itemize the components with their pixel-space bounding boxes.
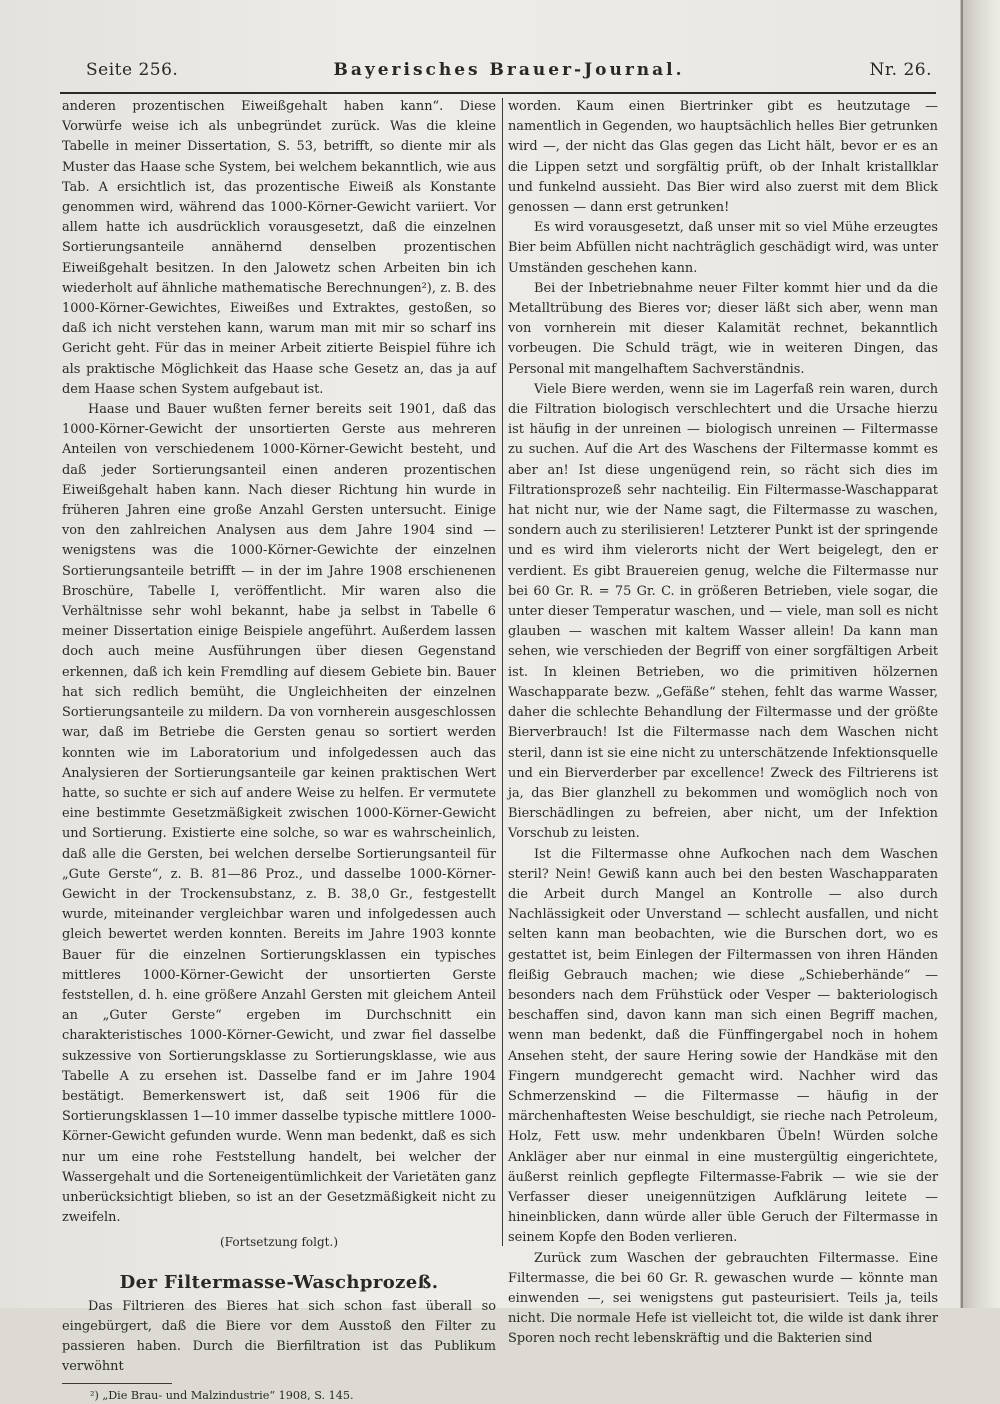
- right-paragraph-3: Bei der Inbetriebnahme neuer Filter kommt hier und da die Metalltrübung des Bieres vor; dieser läßt sich aber, wenn man von vornherein mit dieser Kalamität rechnet, bekanntlich vorbeugen. Die Schuld trägt, wie in weiteren Dingen, das Personal mit mangelhaftem Sachverständnis.: [508, 280, 938, 377]
- right-paragraph-4: Viele Biere werden, wenn sie im Lagerfaß rein waren, durch die Filtration biologisch verschlechtert und die Ursache hierzu ist häufig in der unreinen — biologisch unreinen — Filtermasse zu suchen. Auf die Art des Waschens der Filtermasse kommt es aber an! Ist diese ungenügend rein, so rächt sich dies im Filtrationsprozeß sehr nachteilig. Ein Filtermasse-Waschapparat hat nicht nur, wie der Name sagt, die Filtermasse zu waschen, sondern auch zu sterilisieren! Letzterer Punkt ist der springende und es wird ihm vielerorts nicht der Wert beigelegt, den er verdient. Es gibt Brauereien genug, welche die Filtermasse nur bei 60 Gr. R. = 75 Gr. C. in größeren Betrieben, viele sogar, die unter dieser Temperatur waschen, und — viele, man soll es nicht glauben — waschen mit kaltem Wasser allein! Da kann man sehen, wie verschieden der Begriff von einer sorgfältigen Arbeit ist. In kleinen Betrieben, wo die primitiven hölzernen Waschapparate bezw. „Gefäße“ stehen, fehlt das warme Wasser, daher die schlechte Behandlung der Filtermasse und der größte Bierverbrauch! Ist die Filtermasse nach dem Waschen nicht steril, dann ist sie eine nicht zu unterschätzende Infektionsquelle und ein Bierverderber par excellence! Zweck des Filtrierens ist ja, das Bier glanzhell zu bekommen und womöglich noch von Bierschädlingen zu befreien, aber nicht, um der Infektion Vorschub zu leisten.: [508, 381, 938, 842]
- journal-title: Bayerisches Brauer-Journal.: [333, 60, 685, 80]
- left-paragraph-3: Das Filtrieren des Bieres hat sich schon fast überall so eingebürgert, daß die Biere vor dem Ausstoß den Filter zu passieren haben. Durch die Bierfiltration ist das Publikum verwöhnt: [62, 1298, 496, 1375]
- column-divider: [502, 98, 503, 1246]
- right-paragraph-5: Ist die Filtermasse ohne Aufkochen nach dem Waschen steril? Nein! Gewiß kann auch bei den besten Waschapparaten die Arbeit durch Mangel an Kontrolle — also durch Nachlässigkeit oder Unverstand — schlecht ausfallen, und nicht selten kann man beobachten, wie die Burschen dort, wo es gestattet ist, beim Einlegen der Filtermassen von ihren Händen fleißig Gebrauch machen; wie diese „Schieberhände“ — besonders nach dem Frühstück oder Vesper — bakteriologisch beschaffen sind, davon kann man sich einen Begriff machen, wenn man bedenkt, daß die Fünffingergabel noch in hohem Ansehen steht, der saure Hering sowie der Handkäse mit den Fingern mundgerecht gemacht wird. Nachher wird das Schmerzenskind — die Filtermasse — häufig in der märchenhaftesten Weise beschuldigt, sie rieche nach Petroleum, Holz, Fett usw. mehr undenkbaren Übeln! Würden solche Ankläger aber nur einmal in eine mustergültig eingerichtete, äußerst reinlich gepflegte Filtermasse-Fabrik — wie sie der Verfasser dieser uneigennützigen Aufklärung leitete — hineinblicken, dann würde aller üble Geruch der Filtermasse in seinem Kopfe den Boden verlieren.: [508, 846, 938, 1246]
- footnote-separator: [62, 1383, 172, 1384]
- section-heading: Der Filtermasse-Waschprozeß.: [119, 1271, 439, 1293]
- page-edge-shadow: [960, 0, 1000, 1308]
- header-rule: [60, 92, 936, 94]
- continuation-note: (Fortsetzung folgt.): [220, 1235, 338, 1250]
- page-number: Seite 256.: [86, 60, 179, 80]
- left-paragraph-2: Haase und Bauer wußten ferner bereits seit 1901, daß das 1000-Körner-Gewicht der unsortierten Gerste aus mehreren Anteilen von verschiedenem 1000-Körner-Gewicht besteht, und daß jeder Sortierungsanteil einen anderen prozentischen Eiweißgehalt haben kann. Nach dieser Richtung hin wurde in früheren Jahren eine große Anzahl Gersten untersucht. Einige von den zahlreichen Analysen aus dem Jahre 1904 sind — wenigstens was die 1000-Körner-Gewichte der einzelnen Sortierungsanteile betrifft — in der im Jahre 1908 erschienenen Broschüre, Tabelle I, veröffentlicht. Mir waren also die Verhältnisse sehr wohl bekannt, habe ja selbst in Tabelle 6 meiner Dissertation einige Beispiele angeführt. Außerdem lassen doch auch meine Ausführungen über diesen Gegenstand erkennen, daß ich kein Fremdling auf diesem Gebiete bin. Bauer hat sich redlich bemüht, die Ungleichheiten der einzelnen Sortierungsanteile zu mildern. Da von vornherein ausgeschlossen war, daß im Betriebe die Gersten genau so sortiert werden konnten wie im Laboratorium und infolgedessen auch das Analysieren der Sortierungsanteile gar keinen praktischen Wert hatte, so suchte er sich auf andere Weise zu helfen. Er vermutete eine bestimmte Gesetzmäßigkeit zwischen 1000-Körner-Gewicht und Sortierung. Existierte eine solche, so war es wahrscheinlich, daß alle die Gersten, bei welchen derselbe Sortierungsanteil für „Gute Gerste“, z. B. 81—86 Proz., und dasselbe 1000-Körner-Gewicht in der Trockensubstanz, z. B. 38,0 Gr., festgestellt wurde, miteinander vergleichbar waren und infolgedessen auch gleich bewertet werden konnten. Bereits im Jahre 1903 konnte Bauer für die einzelnen Sortierungsklassen ein typisches mittleres 1000-Körner-Gewicht der unsortierten Gerste feststellen, d. h. eine größere Anzahl Gersten mit gleichem Anteil an „Guter Gerste“ ergeben im Durchschnitt ein charakteristisches 1000-Körner-Gewicht, und zwar fiel dasselbe sukzessive von Sortierungsklasse zu Sortierungsklasse, wie aus Tabelle A zu ersehen ist. Dasselbe fand er im Jahre 1904 bestätigt. Bemerkenswert ist, daß seit 1906 für die Sortierungsklassen 1—10 immer dasselbe typische mittlere 1000-Körner-Gewicht gefunden wurde. Wenn man bedenkt, daß es sich nur um eine rohe Feststellung handelt, bei welcher der Wassergehalt und die Sorteneigentümlichkeit der Varietäten ganz unberücksichtigt blieben, so ist an der Gesetzmäßigkeit nicht zu zweifeln.: [62, 402, 496, 1226]
- left-column: [62, 97, 496, 1404]
- page-edge-line: [961, 0, 963, 1308]
- issue-number: Nr. 26.: [869, 60, 932, 80]
- right-paragraph-6: Zurück zum Waschen der gebrauchten Filtermasse. Eine Filtermasse, die bei 60 Gr. R. gewaschen wurde — könnte man einwenden —, sei wenigstens gut pasteurisiert. Teils ja, teils nicht. Die normale Hefe ist vielleicht tot, die wilde ist dank ihrer Sporen noch recht lebenskräftig und die Bakterien sind: [508, 1250, 938, 1347]
- right-paragraph-1: worden. Kaum einen Biertrinker gibt es heutzutage — namentlich in Gegenden, wo hauptsächlich helles Bier getrunken wird —, der nicht das Glas gegen das Licht hält, bevor er es an die Lippen setzt und sorgfältig prüft, ob der Inhalt kristallklar und funkelnd aussieht. Das Bier wird also zuerst mit dem Blick genossen — dann erst getrunken!: [508, 99, 938, 216]
- page-header: [86, 60, 932, 86]
- right-paragraph-2: Es wird vorausgesetzt, daß unser mit so viel Mühe erzeugtes Bier beim Abfüllen nicht nachträglich geschädigt wird, was unter Umständen geschehen kann.: [508, 220, 938, 276]
- footnote: ²) „Die Brau- und Malzindustrie“ 1908, S. 145.: [90, 1389, 354, 1403]
- left-paragraph-1: anderen prozentischen Eiweißgehalt haben kann“. Diese Vorwürfe weise ich als unbegründet zurück. Was die kleine Tabelle in meiner Dissertation, S. 53, betrifft, so diente mir als Muster das Haase sche System, bei welchem bekanntlich, wie aus Tab. A ersichtlich ist, das prozentische Eiweiß als Konstante genommen wird, während das 1000-Körner-Gewicht variiert. Vor allem hatte ich ausdrücklich vorausgesetzt, daß die einzelnen Sortierungsanteile annähernd denselben prozentischen Eiweißgehalt besitzen. In den Jalowetz schen Arbeiten bin ich wiederholt auf ähnliche mathematische Berechnungen²), z. B. des 1000-Körner-Gewichtes, Eiweißes und Extraktes, gestoßen, so daß ich nicht verstehen kann, warum man mit mir so scharf ins Gericht geht. Für das in meiner Arbeit zitierte Beispiel führe ich als praktische Möglichkeit das Haase sche Gesetz an, das ja auf dem Haase schen System aufgebaut ist.: [62, 99, 496, 397]
- right-column: [508, 97, 938, 1350]
